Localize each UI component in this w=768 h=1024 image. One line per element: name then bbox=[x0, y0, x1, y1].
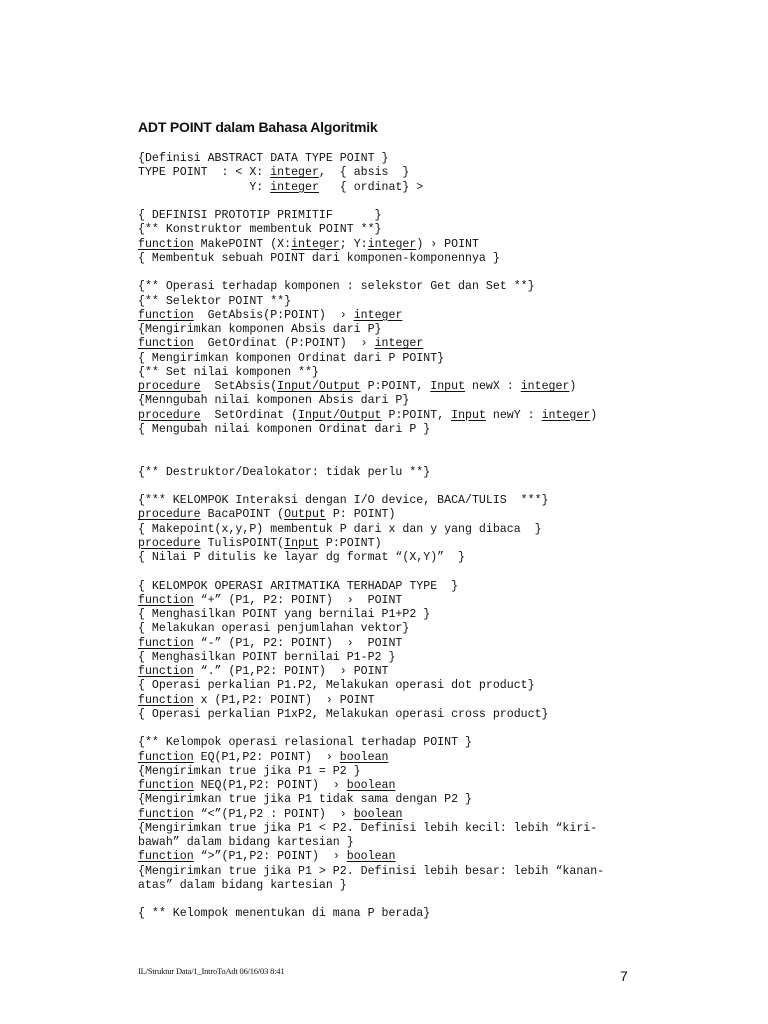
code-line bbox=[138, 836, 604, 850]
code-text: TYPE POINT : < X: bbox=[138, 166, 271, 180]
code-text: “<”(P1,P2 : POINT) › bbox=[193, 807, 354, 821]
code-text: “>”(P1,P2: POINT) › bbox=[193, 850, 347, 864]
code-line bbox=[138, 850, 604, 864]
keyword-text: function bbox=[138, 850, 194, 864]
code-text: ) bbox=[590, 408, 598, 422]
page-footer: IL/Struktur Data/1_IntroToAdt 06/16/03 8:41 bbox=[138, 966, 285, 976]
code-line bbox=[138, 166, 604, 180]
keyword-text: integer bbox=[353, 308, 403, 322]
code-line bbox=[138, 565, 604, 579]
code-line bbox=[138, 394, 604, 408]
code-line bbox=[138, 466, 604, 480]
code-text: { DEFINISI PROTOTIP PRIMITIF } bbox=[138, 209, 382, 222]
code-text: {Mengirimkan true jika P1 > P2. Definisi lebih besar: lebih “kanan- bbox=[138, 864, 605, 878]
code-text: atas” dalam bidang kartesian } bbox=[138, 878, 347, 892]
code-text: SetOrdinat ( bbox=[200, 408, 299, 422]
code-text: { KELOMPOK OPERASI ARITMATIKA TERHADAP TYPE } bbox=[138, 579, 459, 593]
code-text: SetAbsis( bbox=[200, 380, 278, 393]
code-text: newX : bbox=[465, 380, 521, 393]
code-line bbox=[138, 523, 604, 537]
code-line bbox=[138, 380, 604, 394]
keyword-text: boolean bbox=[339, 750, 389, 764]
code-line bbox=[138, 708, 604, 722]
keyword-text: procedure bbox=[138, 508, 201, 522]
code-line bbox=[138, 223, 604, 237]
code-line bbox=[138, 665, 604, 679]
code-text: , { absis } bbox=[318, 166, 410, 180]
code-line bbox=[138, 309, 604, 323]
keyword-text: function bbox=[138, 636, 194, 650]
keyword-text: function bbox=[138, 807, 194, 821]
code-text: EQ(P1,P2: POINT) › bbox=[193, 750, 340, 764]
code-text: TulisPOINT( bbox=[200, 536, 285, 550]
code-text: Y: bbox=[138, 180, 271, 194]
keyword-text: integer bbox=[541, 408, 591, 422]
keyword-text: integer bbox=[270, 166, 319, 180]
code-line bbox=[138, 694, 604, 708]
code-text: {*** KELOMPOK Interaksi dengan I/O device, BACA/TULIS ***} bbox=[138, 494, 549, 507]
code-line bbox=[138, 751, 604, 765]
code-text: {** Operasi terhadap komponen : selekstor Get dan Set **} bbox=[138, 280, 535, 294]
code-line bbox=[138, 622, 604, 636]
code-text: { Operasi perkalian P1.P2, Melakukan operasi dot product} bbox=[138, 679, 535, 693]
code-text: { Operasi perkalian P1xP2, Melakukan operasi cross product} bbox=[138, 707, 549, 721]
code-text: {** Destruktor/Dealokator: tidak perlu **} bbox=[138, 465, 431, 479]
code-line bbox=[138, 252, 604, 266]
code-text: {** Set nilai komponen **} bbox=[138, 365, 319, 379]
keyword-text: integer bbox=[520, 380, 570, 393]
code-text: P:POINT, bbox=[360, 380, 431, 393]
code-line bbox=[138, 793, 604, 807]
code-line bbox=[138, 280, 604, 294]
code-text: ) bbox=[569, 380, 577, 393]
code-text: {Mengirimkan true jika P1 = P2 } bbox=[138, 764, 361, 778]
code-line bbox=[138, 679, 604, 693]
keyword-text: function bbox=[138, 593, 194, 607]
code-text: {Definisi ABSTRACT DATA TYPE POINT } bbox=[138, 152, 389, 165]
code-text: {Mengirimkan true jika P1 tidak sama dengan P2 } bbox=[138, 793, 472, 807]
code-line bbox=[138, 779, 604, 793]
code-line bbox=[138, 266, 604, 280]
keyword-text: function bbox=[138, 779, 194, 792]
code-text: { Mengirimkan komponen Ordinat dari P POINT} bbox=[138, 351, 445, 365]
code-text: { Menghasilkan POINT bernilai P1-P2 } bbox=[138, 650, 396, 664]
keyword-text: boolean bbox=[353, 807, 403, 821]
code-text: GetAbsis(P:POINT) › bbox=[193, 308, 354, 322]
keyword-text: integer bbox=[270, 180, 319, 194]
code-line bbox=[138, 152, 604, 166]
code-line bbox=[138, 637, 604, 651]
code-line bbox=[138, 893, 604, 907]
code-line bbox=[138, 437, 604, 451]
code-text: {Mengirimkan komponen Absis dari P} bbox=[138, 323, 382, 336]
code-text: newY : bbox=[485, 408, 542, 422]
code-text: x (P1,P2: POINT) › POINT bbox=[193, 693, 375, 707]
code-text: bawah” dalam bidang kartesian } bbox=[138, 836, 354, 849]
code-text: { ordinat} > bbox=[318, 180, 424, 194]
code-text: { Makepoint(x,y,P) membentuk P dari x dan y yang dibaca } bbox=[138, 522, 542, 536]
code-line bbox=[138, 451, 604, 465]
code-line bbox=[138, 209, 604, 223]
code-text: P:POINT, bbox=[381, 408, 452, 422]
code-text: { Membentuk sebuah POINT dari komponen-komponennya } bbox=[138, 251, 500, 265]
keyword-text: Input/Output bbox=[298, 408, 382, 422]
code-text: {** Kelompok operasi relasional terhadap POINT } bbox=[138, 736, 472, 750]
code-line bbox=[138, 580, 604, 594]
code-text: {** Konstruktor membentuk POINT **} bbox=[138, 223, 382, 237]
code-line bbox=[138, 736, 604, 750]
code-line bbox=[138, 551, 604, 565]
code-line bbox=[138, 722, 604, 736]
code-text: ) › POINT bbox=[416, 237, 479, 251]
keyword-text: integer bbox=[291, 237, 340, 251]
code-line bbox=[138, 409, 604, 423]
keyword-text: function bbox=[138, 750, 194, 764]
code-line bbox=[138, 295, 604, 309]
keyword-text: procedure bbox=[138, 408, 201, 422]
code-line bbox=[138, 337, 604, 351]
code-line bbox=[138, 323, 604, 337]
keyword-text: procedure bbox=[138, 536, 201, 550]
code-line bbox=[138, 195, 604, 209]
code-line bbox=[138, 879, 604, 893]
code-line bbox=[138, 865, 604, 879]
keyword-text: function bbox=[138, 693, 194, 707]
keyword-text: Input/Output bbox=[277, 380, 361, 393]
code-line bbox=[138, 181, 604, 195]
code-line bbox=[138, 508, 604, 522]
code-line bbox=[138, 494, 604, 508]
keyword-text: boolean bbox=[346, 850, 396, 864]
code-text: {Menngubah nilai komponen Absis dari P} bbox=[138, 394, 410, 408]
code-text: “-” (P1, P2: POINT) › POINT bbox=[193, 636, 403, 650]
keyword-text: Input bbox=[430, 380, 466, 393]
keyword-text: function bbox=[138, 308, 194, 322]
code-line bbox=[138, 480, 604, 494]
keyword-text: Input bbox=[451, 408, 486, 422]
code-text: ; Y: bbox=[339, 237, 368, 251]
code-text: {Mengirimkan true jika P1 < P2. Definisi lebih kecil: lebih “kiri- bbox=[138, 821, 598, 835]
keyword-text: function bbox=[138, 237, 194, 251]
code-line bbox=[138, 907, 604, 921]
keyword-text: function bbox=[138, 337, 194, 351]
keyword-text: Input bbox=[284, 536, 319, 550]
code-text: P: POINT) bbox=[325, 508, 396, 522]
code-text: “.” (P1,P2: POINT) › POINT bbox=[193, 665, 389, 678]
page-number: 7 bbox=[620, 968, 628, 984]
keyword-text: Output bbox=[284, 508, 326, 522]
code-line bbox=[138, 238, 604, 252]
code-text: P:POINT) bbox=[318, 536, 382, 550]
code-text: BacaPOINT ( bbox=[200, 508, 285, 522]
code-text: {** Selektor POINT **} bbox=[138, 294, 292, 308]
code-text: “+” (P1, P2: POINT) › POINT bbox=[193, 593, 403, 607]
code-text: { Melakukan operasi penjumlahan vektor} bbox=[138, 622, 410, 636]
keyword-text: procedure bbox=[138, 380, 201, 393]
code-text: NEQ(P1,P2: POINT) › bbox=[193, 779, 347, 792]
code-line bbox=[138, 765, 604, 779]
code-line bbox=[138, 537, 604, 551]
code-line bbox=[138, 594, 604, 608]
code-line bbox=[138, 808, 604, 822]
code-line bbox=[138, 822, 604, 836]
code-text: { Mengubah nilai komponen Ordinat dari P } bbox=[138, 422, 431, 436]
code-line bbox=[138, 608, 604, 622]
code-listing bbox=[138, 152, 604, 922]
keyword-text: function bbox=[138, 665, 194, 678]
code-text: { ** Kelompok menentukan di mana P berada} bbox=[138, 907, 431, 921]
page-title: ADT POINT dalam Bahasa Algoritmik bbox=[138, 119, 378, 135]
code-text: { Nilai P ditulis ke layar dg format “(X,Y)” } bbox=[138, 551, 465, 564]
keyword-text: boolean bbox=[346, 779, 396, 792]
code-text: { Menghasilkan POINT yang bernilai P1+P2 } bbox=[138, 608, 431, 621]
keyword-text: integer bbox=[367, 237, 417, 251]
code-line bbox=[138, 366, 604, 380]
code-line bbox=[138, 352, 604, 366]
keyword-text: integer bbox=[374, 337, 424, 351]
code-text: GetOrdinat (P:POINT) › bbox=[193, 337, 375, 351]
code-line bbox=[138, 423, 604, 437]
code-text: MakePOINT (X: bbox=[193, 237, 292, 251]
code-line bbox=[138, 651, 604, 665]
